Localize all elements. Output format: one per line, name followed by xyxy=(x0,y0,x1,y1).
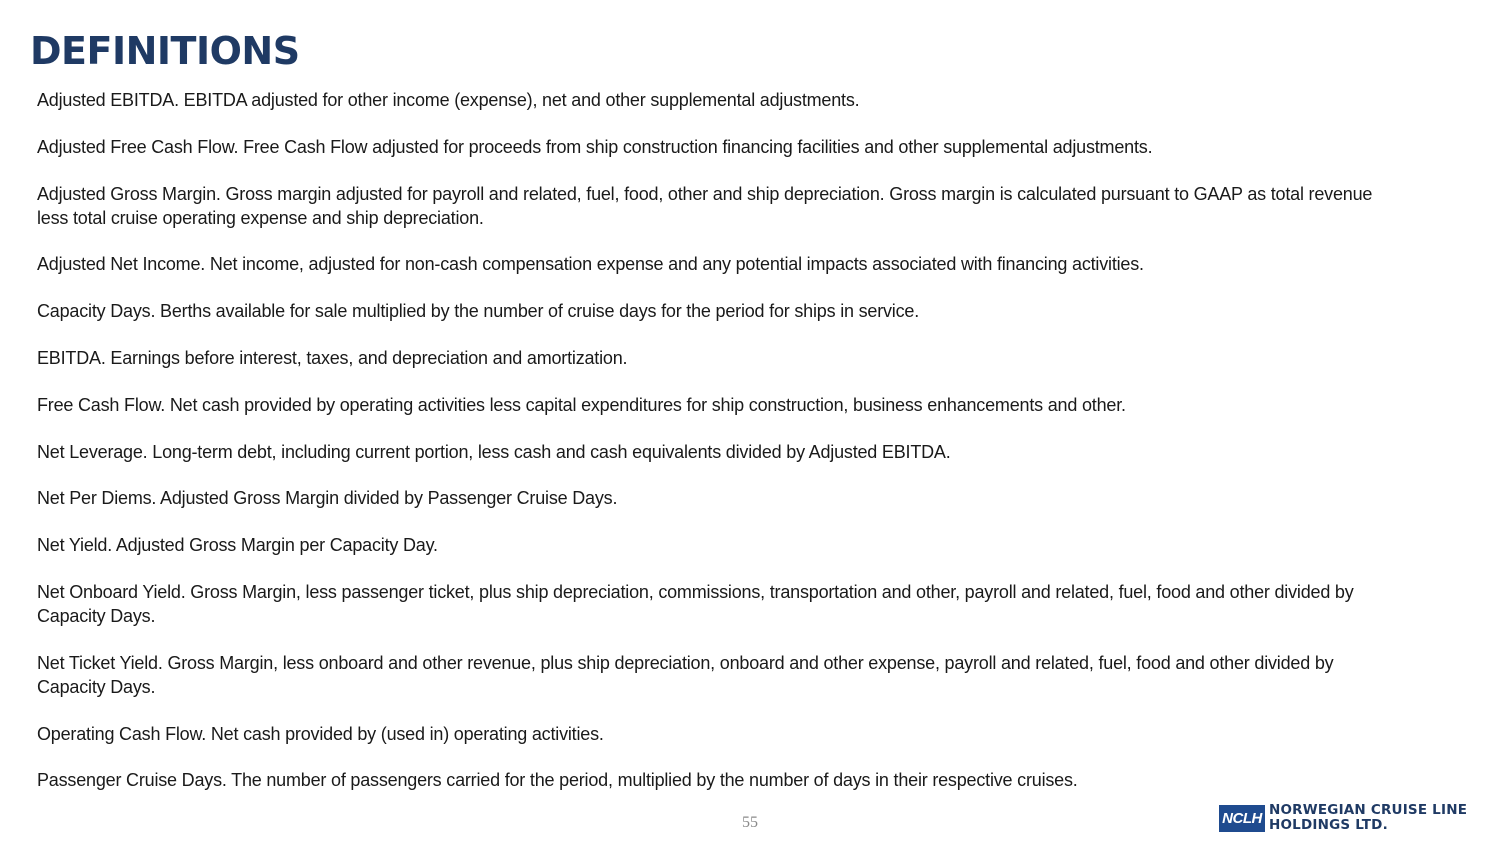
definition-net-leverage: Net Leverage. Long-term debt, including current portion, less cash and cash equivalents divided by Adjusted EBITDA. xyxy=(37,441,951,462)
definition-operating-cash-flow: Operating Cash Flow. Net cash provided by (used in) operating activities. xyxy=(37,723,604,744)
definition-net-yield: Net Yield. Adjusted Gross Margin per Capacity Day. xyxy=(37,535,438,556)
definition-capacity-days: Capacity Days. Berths available for sale multiplied by the number of cruise days for the period for ships in service. xyxy=(37,301,920,322)
definition-ebitda: EBITDA. Earnings before interest, taxes, and depreciation and amortization. xyxy=(37,347,628,368)
definitions-list xyxy=(37,88,1377,815)
definition-free-cash-flow: Free Cash Flow. Net cash provided by operating activities less capital expenditures for ship construction, business enhancements and other. xyxy=(37,394,1126,415)
definition-net-onboard-yield: Net Onboard Yield. Gross Margin, less passenger ticket, plus ship depreciation, commissions, transportation and other, payroll and related, fuel, food and other divided by Capacity Days. xyxy=(37,581,1354,626)
definition-net-per-diems: Net Per Diems. Adjusted Gross Margin divided by Passenger Cruise Days. xyxy=(37,488,618,509)
logo-line-1: NORWEGIAN CRUISE LINE xyxy=(1269,802,1468,818)
definition-adjusted-ebitda: Adjusted EBITDA. EBITDA adjusted for other income (expense), net and other supplemental adjustments. xyxy=(37,90,860,110)
definition-adjusted-net-income: Adjusted Net Income. Net income, adjusted for non-cash compensation expense and any potential impacts associated with financing activities. xyxy=(37,254,1144,275)
logo-badge: NCLH xyxy=(1219,805,1265,832)
definition-net-ticket-yield: Net Ticket Yield. Gross Margin, less onboard and other revenue, plus ship depreciation, onboard and other expense, payroll and related, fuel, food and other divided by Capacity Days. xyxy=(37,652,1334,697)
logo-line-2: HOLDINGS LTD. xyxy=(1269,817,1388,833)
definition-adjusted-gross-margin: Adjusted Gross Margin. Gross margin adjusted for payroll and related, fuel, food, other and ship depreciation. Gross margin is calculated pursuant to GAAP as total revenue less total cruise operating expense and ship depreciation. xyxy=(37,183,1373,228)
page-title: DEFINITIONS xyxy=(30,29,300,73)
company-logo xyxy=(1219,803,1467,833)
definition-passenger-cruise-days: Passenger Cruise Days. The number of passengers carried for the period, multiplied by the number of days in their respective cruises. xyxy=(37,770,1078,791)
definition-adjusted-free-cash-flow: Adjusted Free Cash Flow. Free Cash Flow adjusted for proceeds from ship construction financing facilities and other supplemental adjustments. xyxy=(37,136,1153,157)
page-number: 55 xyxy=(742,814,758,831)
logo-wordmark xyxy=(1269,803,1467,833)
